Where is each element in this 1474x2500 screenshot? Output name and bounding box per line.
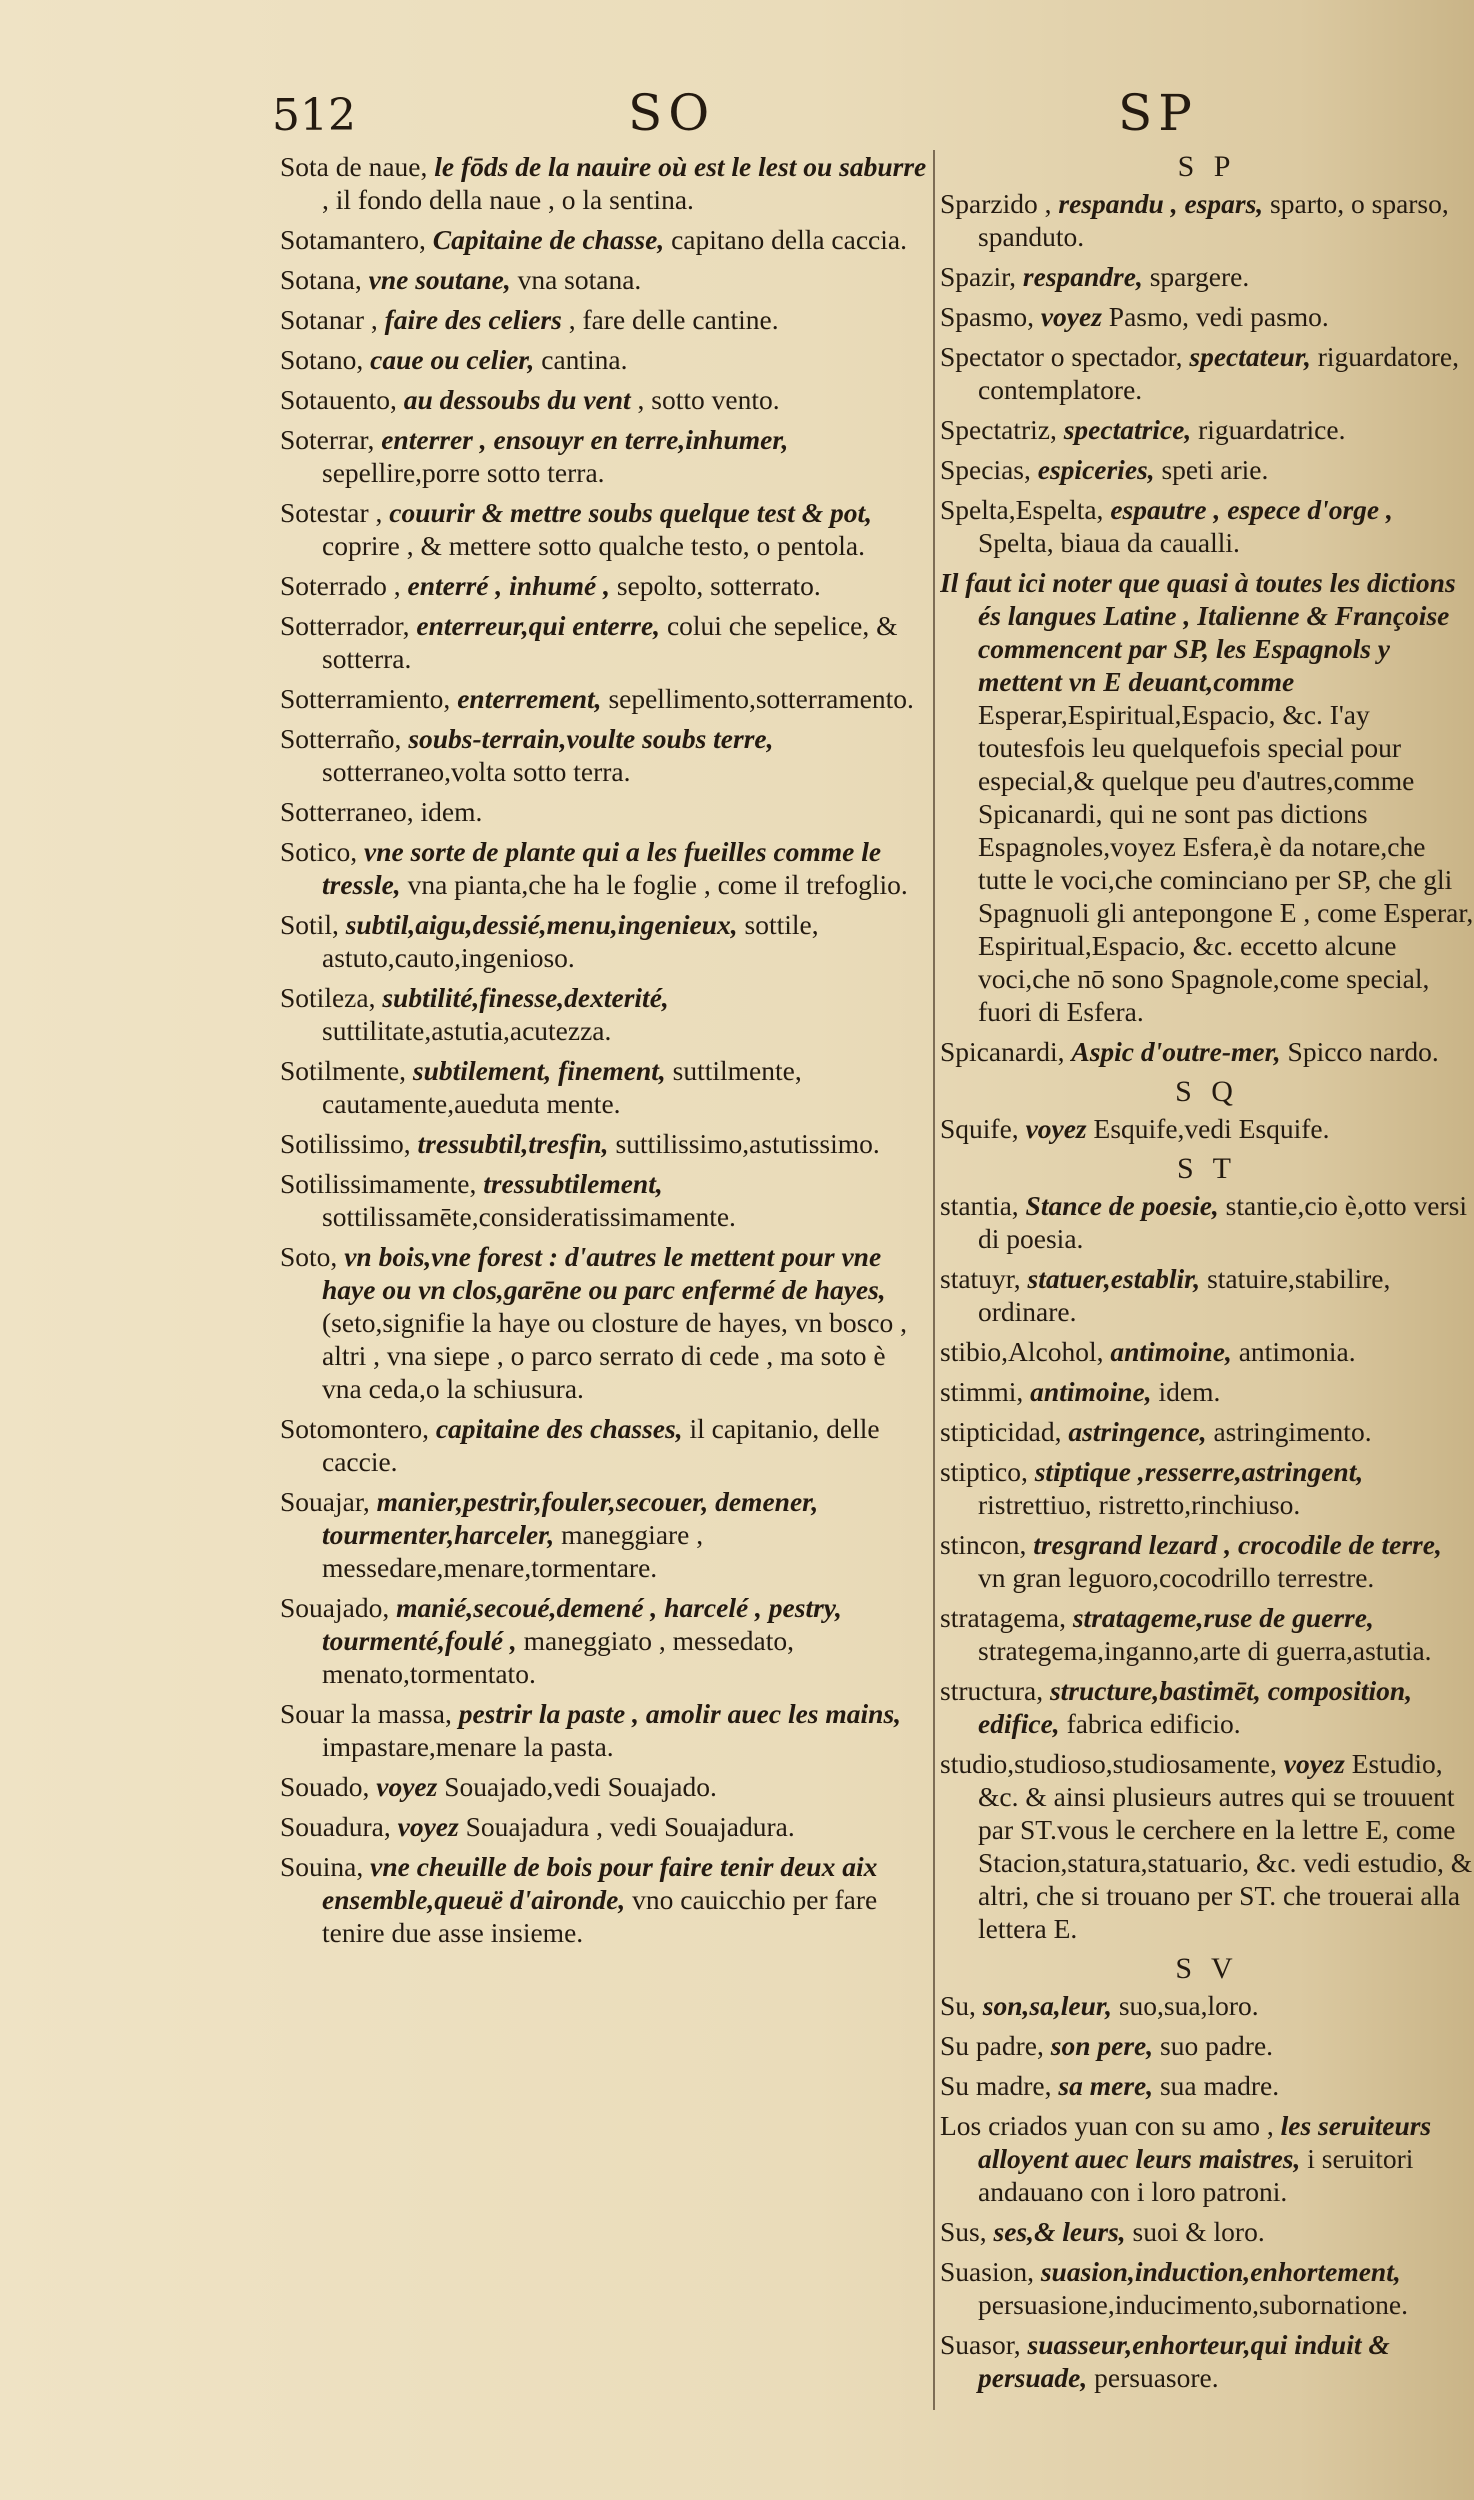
dictionary-entry	[280, 1850, 932, 1949]
headword: Sotomontero,	[280, 1413, 429, 1444]
headword: Su,	[940, 1990, 976, 2021]
headword: Sotterraneo,	[280, 796, 414, 827]
italian-gloss: vna pianta,che ha le foglie , come il trefoglio.	[407, 869, 908, 900]
italian-gloss: Spelta, biaua da caualli.	[978, 527, 1240, 558]
french-gloss: les seruiteurs alloyent auec leurs maistres,	[978, 2110, 1432, 2174]
italian-gloss: suo,sua,loro.	[1118, 1990, 1259, 2021]
dictionary-entry	[940, 1989, 1474, 2022]
italian-gloss: suttilitate,astutia,acutezza.	[322, 1015, 612, 1046]
french-gloss: voyez	[1283, 1748, 1345, 1779]
section-heading: S P	[1177, 150, 1237, 183]
dictionary-entry	[280, 1810, 932, 1843]
dictionary-entry	[280, 1054, 932, 1120]
italian-gloss: vno cauicchio per fare tenire due asse insieme.	[322, 1884, 878, 1948]
dictionary-entry	[280, 908, 932, 974]
italian-gloss: maneggiato , messedato, menato,tormentato.	[322, 1625, 795, 1689]
italian-gloss: coprire , & mettere sotto qualche testo, o pentola.	[322, 530, 865, 561]
italian-gloss: Esperar,Espiritual,Espacio, &c. I'ay toutesfois leu quelquefois special pour especial,& quelque peu d'autres,comme Spicanardi, qui ne sont pas dictions Espagnoles,voyez Esfera,è da notare,che tutte le voci,che cominciano per SP, che gli Spagnuoli gli antepongone E , come Esperar, Espiritual,Espacio, &c. eccetto alcune voci,che nō sono Spagnole,come special, fuori di Esfera.	[978, 699, 1474, 1027]
dictionary-entry	[280, 722, 932, 788]
dictionary-entry	[940, 1674, 1474, 1740]
french-gloss: enterrement,	[457, 683, 602, 714]
italian-gloss: vna sotana.	[517, 264, 642, 295]
dictionary-entry	[280, 223, 932, 256]
french-gloss: tressubtil,tresfin,	[417, 1128, 609, 1159]
headword: Sotana,	[280, 264, 362, 295]
french-gloss: spectatrice,	[1063, 414, 1192, 445]
section-heading: S Q	[1175, 1075, 1239, 1108]
headword: stincon,	[940, 1529, 1027, 1560]
french-gloss: antimoine,	[1110, 1336, 1232, 1367]
section-heading: S V	[1175, 1952, 1239, 1985]
french-gloss: astringence,	[1068, 1416, 1207, 1447]
headword: Sotterramiento,	[280, 683, 451, 714]
french-gloss: soubs-terrain,voulte soubs terre,	[408, 723, 774, 754]
headword: Los criados yuan con su amo ,	[940, 2110, 1274, 2141]
french-gloss: le fōds de la nauire où est le lest ou saburre	[434, 151, 927, 182]
dictionary-entry	[280, 1770, 932, 1803]
headword: statuyr,	[940, 1263, 1021, 1294]
dictionary-entry	[940, 2109, 1474, 2208]
italian-gloss: maneggiare , messedare,menare,tormentare.	[322, 1519, 704, 1583]
french-gloss: voyez	[397, 1811, 459, 1842]
headword: Sotanar ,	[280, 304, 378, 335]
dictionary-entry	[280, 1591, 932, 1690]
dictionary-entry	[280, 682, 932, 715]
italian-gloss: , il fondo della naue , o la sentina.	[322, 184, 694, 215]
dictionary-entry	[940, 1262, 1474, 1328]
italian-gloss: Souajadura , vedi Souajadura.	[465, 1811, 795, 1842]
italian-gloss: il capitanio, delle caccie.	[322, 1413, 880, 1477]
french-gloss: son,sa,leur,	[982, 1990, 1112, 2021]
italian-gloss: sottilissamēte,consideratissimamente.	[322, 1201, 736, 1232]
headword: Sotano,	[280, 344, 364, 375]
french-gloss: Il faut ici noter que quasi à toutes les dictions és langues Latine , Italienne & Françoise commencent par SP, les Espagnols y mettent vn E deuant,comme	[940, 567, 1456, 697]
italian-gloss: sotterraneo,volta sotto terra.	[322, 756, 631, 787]
dictionary-entry	[280, 1697, 932, 1763]
headword: Spelta,Espelta,	[940, 494, 1104, 525]
headword: Spectator o spectador,	[940, 341, 1183, 372]
french-gloss: Stance de poesie,	[1025, 1190, 1219, 1221]
dictionary-entry	[940, 2215, 1474, 2248]
french-gloss: enterreur,qui enterre,	[416, 610, 661, 641]
italian-gloss: vn gran leguoro,cocodrillo terrestre.	[978, 1562, 1375, 1593]
italian-gloss: sua madre.	[1159, 2070, 1280, 2101]
dictionary-entry	[280, 1412, 932, 1478]
french-gloss: manié,secoué,demené , harcelé , pestry, tourmenté,foulé ,	[322, 1592, 842, 1656]
headword: Sotterraño,	[280, 723, 402, 754]
dictionary-entry	[280, 1485, 932, 1584]
italian-gloss: strategema,inganno,arte di guerra,astutia.	[978, 1635, 1432, 1666]
dictionary-entry	[940, 493, 1474, 559]
dictionary-entry	[940, 2069, 1474, 2102]
headword: structura,	[940, 1675, 1044, 1706]
headword: Squife,	[940, 1113, 1019, 1144]
headword: Spazir,	[940, 261, 1017, 292]
dictionary-entry	[940, 1528, 1474, 1594]
french-gloss: vn bois,vne forest : d'autres le mettent pour vne haye ou vn clos,garēne ou parc enfermé de hayes,	[322, 1241, 886, 1305]
dictionary-entry	[280, 795, 932, 828]
french-gloss: subtil,aigu,dessié,menu,ingenieux,	[345, 909, 738, 940]
italian-gloss: suoi & loro.	[1132, 2216, 1265, 2247]
french-gloss: voyez	[1025, 1113, 1087, 1144]
page-header	[0, 82, 1474, 152]
left-running-head: SO	[628, 84, 716, 142]
dictionary-entry	[940, 187, 1474, 253]
french-gloss: pestrir la paste , amolir auec les mains,	[458, 1698, 902, 1729]
dictionary-entry	[940, 2328, 1474, 2394]
french-gloss: son pere,	[1050, 2030, 1154, 2061]
italian-gloss: fabrica edificio.	[1066, 1708, 1241, 1739]
headword: Sotilissimamente,	[280, 1168, 477, 1199]
dictionary-entry	[940, 1747, 1474, 1945]
headword: Soto,	[280, 1241, 338, 1272]
french-gloss: espautre , espece d'orge ,	[1110, 494, 1393, 525]
dictionary-entry	[280, 1240, 932, 1405]
headword: stiptico,	[940, 1456, 1028, 1487]
italian-gloss: cantina.	[541, 344, 628, 375]
french-gloss: stiptique ,resserre,astringent,	[1034, 1456, 1364, 1487]
french-gloss: vne sorte de plante qui a les fueilles comme le tressle,	[322, 836, 882, 900]
dictionary-entry	[280, 1167, 932, 1233]
page-number: 512	[272, 90, 356, 141]
french-gloss: enterrer , ensouyr en terre,inhumer,	[381, 424, 789, 455]
french-gloss: capitaine des chasses,	[435, 1413, 683, 1444]
french-gloss: manier,pestrir,fouler,secouer, demener, tourmenter,harceler,	[322, 1486, 819, 1550]
french-gloss: couurir & mettre soubs quelque test & pot,	[389, 497, 873, 528]
dictionary-entry	[280, 303, 932, 336]
headword: Souajar,	[280, 1486, 370, 1517]
french-gloss: vne soutane,	[368, 264, 511, 295]
headword: Su padre,	[940, 2030, 1044, 2061]
headword: Sotilmente,	[280, 1055, 407, 1086]
italian-gloss: i seruitori andauano con i loro patroni.	[978, 2143, 1414, 2207]
french-gloss: structure,bastimēt, composition, edifice,	[978, 1675, 1413, 1739]
dictionary-entry	[940, 2255, 1474, 2321]
dictionary-entry	[280, 981, 932, 1047]
french-gloss: ses,& leurs,	[993, 2216, 1126, 2247]
italian-gloss: Spicco nardo.	[1287, 1036, 1439, 1067]
dictionary-entry	[940, 1112, 1474, 1145]
french-gloss: stratageme,ruse de guerre,	[1072, 1602, 1374, 1633]
italian-gloss: sparto, o sparso, spanduto.	[978, 188, 1449, 252]
italian-gloss: ristrettiuo, ristretto,rinchiuso.	[978, 1489, 1301, 1520]
headword: Souadura,	[280, 1811, 391, 1842]
italian-gloss: capitano della caccia.	[671, 224, 907, 255]
headword: Sparzido ,	[940, 188, 1052, 219]
italian-gloss: sepellire,porre sotto terra.	[322, 457, 605, 488]
french-gloss: tresgrand lezard , crocodile de terre,	[1033, 1529, 1442, 1560]
dictionary-entry	[940, 2029, 1474, 2062]
italian-gloss: (seto,signifie la haye ou closture de hayes, vn bosco , altri , vna siepe , o parco serrato di cede , ma soto è vna ceda,o la schiusura.	[322, 1307, 907, 1404]
dictionary-entry	[280, 609, 932, 675]
right-column	[940, 150, 1474, 2470]
dictionary-entry	[940, 453, 1474, 486]
headword: stratagema,	[940, 1602, 1066, 1633]
french-gloss: Capitaine de chasse,	[432, 224, 665, 255]
italian-gloss: spargere.	[1149, 261, 1250, 292]
italian-gloss: suttilmente, cautamente,aueduta mente.	[322, 1055, 802, 1119]
dictionary-entry	[940, 1415, 1474, 1448]
french-gloss: caue ou celier,	[370, 344, 535, 375]
french-gloss: respandre,	[1022, 261, 1143, 292]
dictionary-entry	[280, 383, 932, 416]
italian-gloss: statuire,stabilire, ordinare.	[978, 1263, 1391, 1327]
french-gloss: tressubtilement,	[483, 1168, 663, 1199]
italian-gloss: Souajado,vedi Souajado.	[444, 1771, 717, 1802]
dictionary-entry	[940, 1601, 1474, 1667]
french-gloss: Aspic d'outre-mer,	[1071, 1036, 1281, 1067]
dictionary-entry	[940, 1375, 1474, 1408]
headword: stibio,Alcohol,	[940, 1336, 1104, 1367]
headword: stipticidad,	[940, 1416, 1062, 1447]
french-gloss: voyez	[376, 1771, 438, 1802]
italian-gloss: antimonia.	[1238, 1336, 1356, 1367]
headword: Suasion,	[940, 2256, 1034, 2287]
italian-gloss: suo padre.	[1160, 2030, 1274, 2061]
french-gloss: suasion,induction,enhortement,	[1040, 2256, 1401, 2287]
headword: Sotestar ,	[280, 497, 383, 528]
headword: Souar la massa,	[280, 1698, 452, 1729]
headword: Sotico,	[280, 836, 358, 867]
dictionary-entry	[940, 1035, 1474, 1068]
dictionary-entry	[280, 569, 932, 602]
dictionary-entry	[940, 1189, 1474, 1255]
italian-gloss: speti arie.	[1161, 454, 1269, 485]
dictionary-entry	[940, 260, 1474, 293]
headword: Sotilissimo,	[280, 1128, 411, 1159]
italian-gloss: Esquife,vedi Esquife.	[1093, 1113, 1330, 1144]
dictionary-entry	[940, 413, 1474, 446]
headword: Specias,	[940, 454, 1031, 485]
italian-gloss: persuasore.	[1094, 2362, 1219, 2393]
dictionary-entry	[280, 496, 932, 562]
dictionary-entry	[280, 1127, 932, 1160]
italian-gloss: impastare,menare la pasta.	[322, 1731, 614, 1762]
dictionary-entry	[280, 835, 932, 901]
italian-gloss: idem.	[420, 796, 483, 827]
headword: Spicanardi,	[940, 1036, 1065, 1067]
headword: stantia,	[940, 1190, 1019, 1221]
headword: stimmi,	[940, 1376, 1024, 1407]
italian-gloss: stantie,cio è,otto versi di poesia.	[978, 1190, 1467, 1254]
right-running-head: SP	[1118, 84, 1198, 142]
italian-gloss: , fare delle cantine.	[568, 304, 779, 335]
headword: Sotterrador,	[280, 610, 410, 641]
french-gloss: statuer,establir,	[1027, 1263, 1201, 1294]
french-gloss: sa mere,	[1058, 2070, 1154, 2101]
french-gloss: subtilité,finesse,dexterité,	[382, 982, 669, 1013]
french-gloss: vne cheuille de bois pour faire tenir deux aix ensemble,queuë d'aironde,	[322, 1851, 878, 1915]
headword: Spasmo,	[940, 301, 1034, 332]
italian-gloss: sottile, astuto,cauto,ingenioso.	[322, 909, 819, 973]
italian-gloss: suttilissimo,astutissimo.	[615, 1128, 880, 1159]
french-gloss: spectateur,	[1189, 341, 1311, 372]
headword: Sotileza,	[280, 982, 376, 1013]
italian-gloss: idem.	[1158, 1376, 1221, 1407]
french-gloss: espiceries,	[1037, 454, 1155, 485]
headword: Sotamantero,	[280, 224, 426, 255]
italian-gloss: astringimento.	[1213, 1416, 1372, 1447]
headword: Souado,	[280, 1771, 370, 1802]
italian-gloss: colui che sepelice, & sotterra.	[322, 610, 898, 674]
column-divider	[933, 150, 935, 2410]
headword: Su madre,	[940, 2070, 1052, 2101]
headword: Sota de naue,	[280, 151, 428, 182]
italian-gloss: sepolto, sotterrato.	[616, 570, 821, 601]
italian-gloss: persuasione,inducimento,subornatione.	[978, 2289, 1408, 2320]
dictionary-entry	[940, 1455, 1474, 1521]
italian-gloss: Estudio, &c. & ainsi plusieurs autres qui se trouuent par ST.vous le cerchere en la lettre E, come Stacion,statura,statuario, &c. vedi estudio, & altri, che si trouano per ST. che trouerai alla lettera E.	[978, 1748, 1473, 1944]
french-gloss: respandu , espars,	[1058, 188, 1264, 219]
italian-gloss: Pasmo, vedi pasmo.	[1108, 301, 1329, 332]
dictionary-entry	[280, 423, 932, 489]
headword: Suasor,	[940, 2329, 1021, 2360]
italian-gloss: riguardatore, contemplatore.	[978, 341, 1459, 405]
headword: Sotil,	[280, 909, 339, 940]
dictionary-entry	[940, 300, 1474, 333]
headword: Souajado,	[280, 1592, 390, 1623]
italian-gloss: , sotto vento.	[637, 384, 780, 415]
section-heading: S T	[1177, 1152, 1237, 1185]
left-column	[280, 150, 932, 2470]
french-gloss: enterré , inhumé ,	[407, 570, 610, 601]
dictionary-entry	[940, 1335, 1474, 1368]
headword: Sotauento,	[280, 384, 397, 415]
french-gloss: suasseur,enhorteur,qui induit & persuade,	[978, 2329, 1390, 2393]
headword: Souina,	[280, 1851, 364, 1882]
french-gloss: subtilement, finement,	[412, 1055, 666, 1086]
dictionary-entry	[280, 343, 932, 376]
dictionary-entry	[940, 566, 1474, 1028]
dictionary-entry	[280, 263, 932, 296]
french-gloss: antimoine,	[1030, 1376, 1152, 1407]
italian-gloss: riguardatrice.	[1198, 414, 1346, 445]
italian-gloss: sepellimento,sotterramento.	[608, 683, 914, 714]
headword: Soterrar,	[280, 424, 375, 455]
headword: studio,studioso,studiosamente,	[940, 1748, 1277, 1779]
dictionary-entry	[940, 340, 1474, 406]
headword: Sus,	[940, 2216, 987, 2247]
french-gloss: faire des celiers	[384, 304, 562, 335]
french-gloss: voyez	[1040, 301, 1102, 332]
french-gloss: au dessoubs du vent	[403, 384, 631, 415]
dictionary-entry	[280, 150, 932, 216]
headword: Soterrado ,	[280, 570, 401, 601]
headword: Spectatriz,	[940, 414, 1057, 445]
